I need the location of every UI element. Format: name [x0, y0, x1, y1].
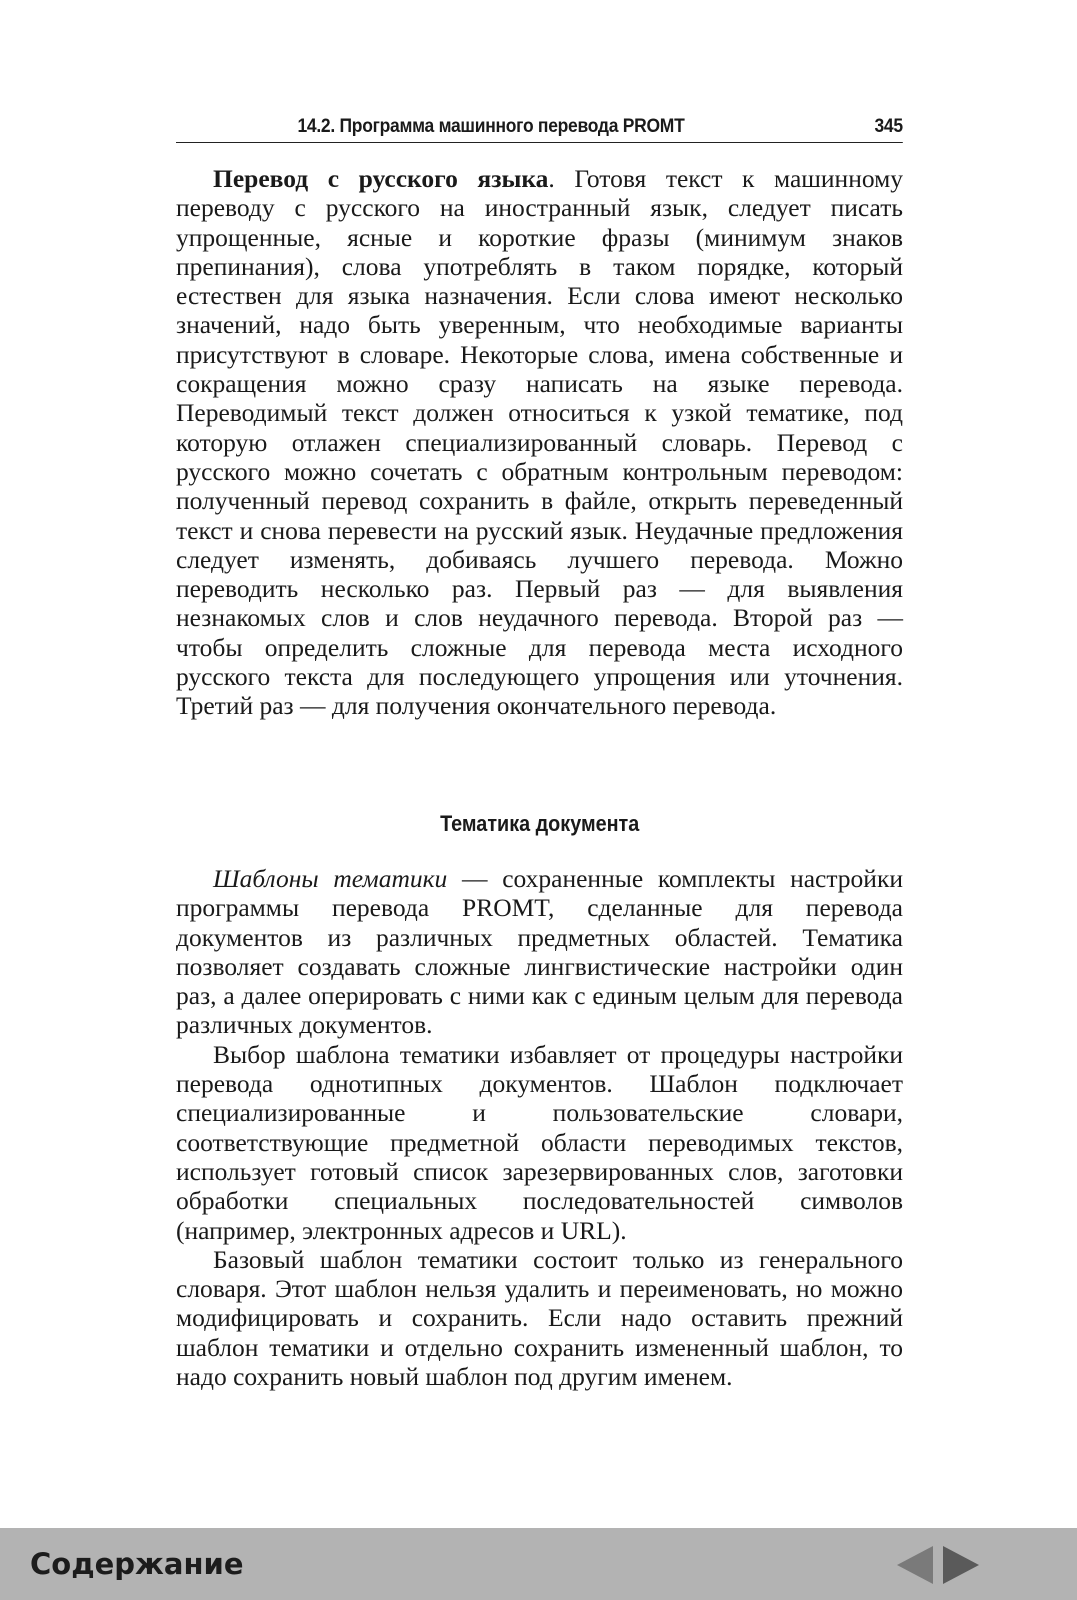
paragraph: [176, 864, 903, 1040]
paragraph-body: . Готовя текст к машинному переводу с русского на иностранный язык, следует писать упрощенные, ясные и короткие фразы (минимум знаков препинания), слова употреблять в таком порядке, который естествен для языка назначения. Если слова имеют несколько значений, надо быть уверенным, что необходимые варианты присутствуют в словаре. Некоторые слова, имена собственные и сокращения можно сразу написать на языке перевода. Переводимый текст должен относиться к узкой тематике, под которую отлажен специализированный словарь. Перевод с русского можно сочетать с обратным контрольным переводом: полученный перевод сохранить в файле, открыть переведенный текст и снова перевести на русский язык. Неудачные предложения следует изменять, добиваясь лучшего перевода. Можно переводить несколько раз. Первый раз — для выявления незнакомых слов и слов неудачного перевода. Второй раз — чтобы определить сложные для перевода места исходного русского текста для последующего упрощения или уточнения. Третий раз — для получения окончательного перевода.: [176, 164, 903, 721]
navigation-bar: [0, 1528, 1077, 1600]
section-heading: [176, 810, 903, 838]
page-number: 345: [874, 116, 903, 137]
paragraph: Базовый шаблон тематики состоит только из генерального словаря. Этот шаблон нельзя удалить и переименовать, но можно модифицировать и сохранить. Если надо оставить прежний шаблон тематики и отдельно сохранить измененный шаблон, то надо сохранить новый шаблон под другим именем.: [176, 1244, 903, 1392]
paragraph-lead-term: Шаблоны тематики: [213, 864, 448, 893]
paragraph: [176, 164, 903, 721]
contents-link[interactable]: Содержание: [30, 1547, 244, 1581]
section-document-topic: [176, 864, 903, 1391]
triangle-right-icon[interactable]: [943, 1546, 979, 1584]
paragraph-lead-term: Перевод с русского языка: [213, 164, 549, 193]
running-head: [176, 114, 903, 143]
paragraph: Выбор шаблона тематики избавляет от процедуры настройки перевода однотипных документов. Шаблон подключает специализированные и пользовательские словари, соответствующие предметной области переводимых текстов, использует готовый список зарезервированных слов, заготовки обработки специальных последовательностей символов (например, электронных адресов и URL).: [176, 1039, 903, 1245]
paragraph-body: — сохраненные комплекты настройки программы перевода PROMT, сделанные для перевода документов из различных предметных областей. Тематика позволяет создавать сложные лингвистические настройки один раз, а далее оперировать с ними как с единым целым для перевода различных документов.: [176, 864, 903, 1040]
section-translation-from-russian: [176, 164, 903, 721]
running-head-title: 14.2. Программа машинного перевода PROMT: [297, 116, 685, 137]
triangle-left-icon[interactable]: [897, 1546, 933, 1584]
section-heading-text: Тематика документа: [439, 811, 640, 836]
